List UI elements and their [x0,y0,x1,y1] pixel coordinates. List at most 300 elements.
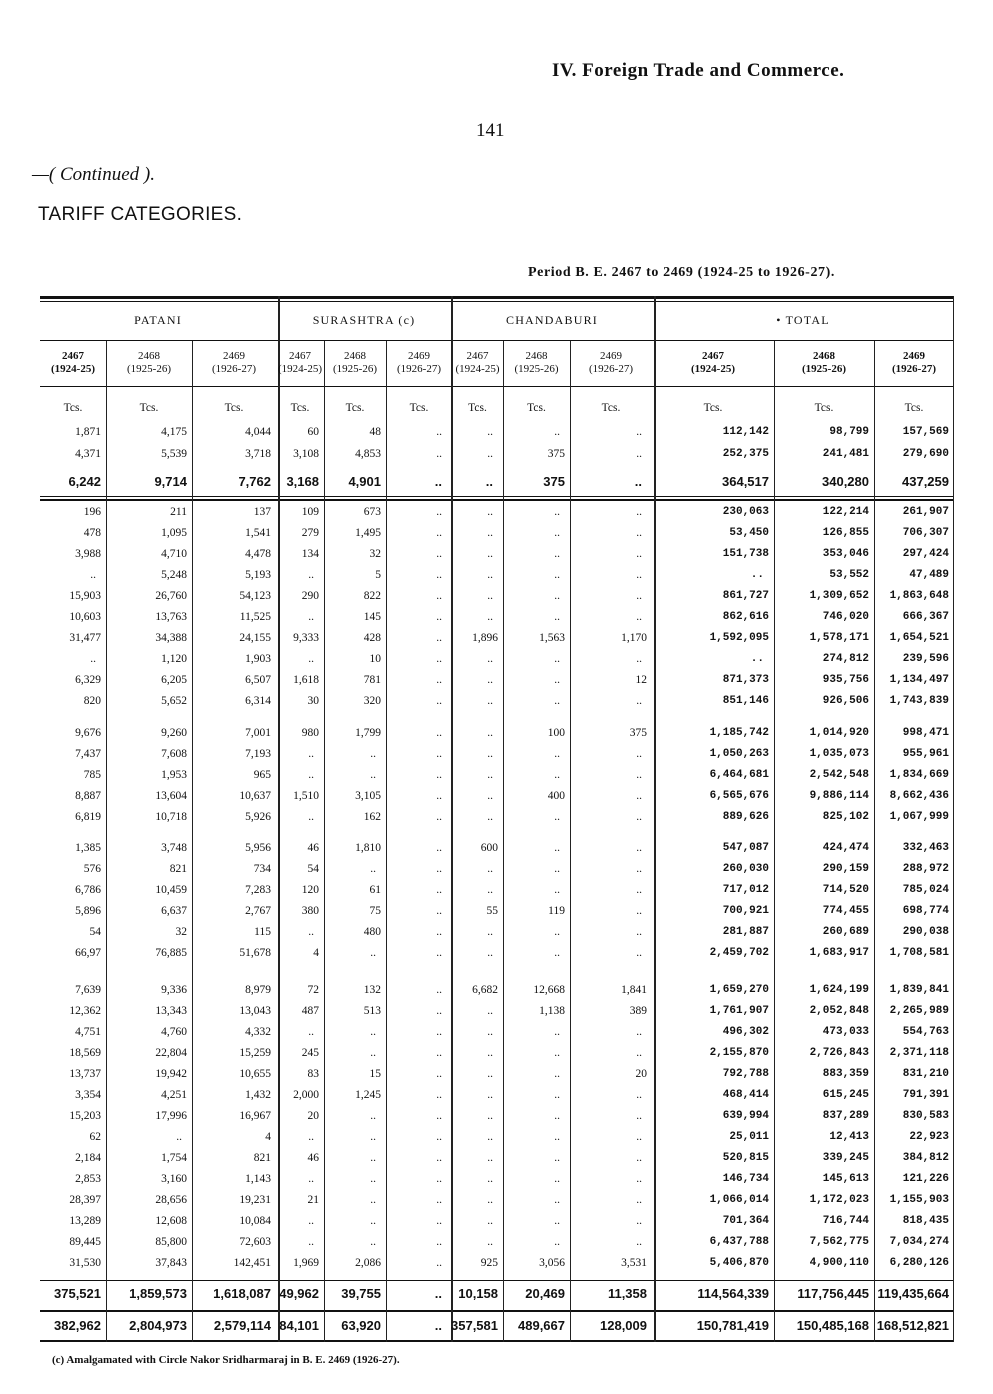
table-cell: 375 [547,448,565,460]
period-label: Period B. E. 2467 to 2469 (1924-25 to 1926-27). [528,265,836,280]
table-cell: 112,142 [722,426,769,438]
table-cell: .. [370,748,376,760]
year-header [503,350,570,376]
table-cell: .. [554,426,560,438]
table-cell: 9,714 [154,474,187,489]
table-cell: 151,738 [722,548,769,560]
table-cell: 89,445 [69,1236,101,1248]
table-cell: 1,066,014 [709,1194,769,1206]
table-cell: .. [750,653,764,665]
table-cell: .. [554,1026,560,1038]
table-cell: 487 [301,1005,319,1017]
table-cell: 13,604 [155,790,187,802]
table-cell: .. [554,863,560,875]
table-cell: 4,853 [355,448,381,460]
table-cell: 1,245 [355,1089,381,1101]
table-cell: 297,424 [902,548,949,560]
table-cell: 1,592,095 [709,632,769,644]
table-cell: 6,242 [68,474,101,489]
year-line: 2467 [702,350,724,362]
table-cell: 34,388 [155,632,187,644]
table-cell: 2,155,870 [709,1047,769,1059]
table-cell: 28,656 [155,1194,187,1206]
table-cell: 716,744 [822,1215,869,1227]
table-row [40,748,954,768]
table-cell: 9,260 [161,727,187,739]
table-cell: 4,371 [75,448,101,460]
table-cell: 4 [265,1131,271,1143]
table-cell: 12,668 [533,984,565,996]
table-cell: 9,676 [75,727,101,739]
year-header [40,350,106,376]
table-cell: 822 [363,590,381,602]
table-cell: 19,942 [155,1068,187,1080]
table-cell: .. [487,1236,493,1248]
top-rule-inner [40,301,954,302]
table-total-row [40,1318,954,1338]
table-cell: .. [554,1152,560,1164]
page-number: 141 [476,120,505,141]
table-cell: 239,596 [902,653,949,665]
table-row [40,1089,954,1109]
table-cell: .. [436,506,442,518]
table-cell: .. [636,1194,642,1206]
table-cell: 1,510 [293,790,319,802]
table-cell: .. [308,611,314,623]
unit-label: Tcs. [224,402,244,414]
table-cell: 117,756,445 [797,1286,869,1301]
table-cell: 13,043 [239,1005,271,1017]
table-cell: 1,155,903 [889,1194,949,1206]
table-cell: 120 [301,884,319,896]
table-row [40,653,954,673]
table-cell: 375 [629,727,647,739]
table-cell: .. [636,695,642,707]
table-cell: 1,903 [245,653,271,665]
table-cell: 965 [253,769,271,781]
table-cell: .. [436,1068,442,1080]
table-cell: 3,105 [355,790,381,802]
table-cell: 2,052,848 [809,1005,869,1017]
table-cell: .. [487,748,493,760]
table-cell: 162 [363,811,381,823]
table-cell: 3,056 [539,1257,565,1269]
table-cell: .. [434,1286,442,1301]
group-rule [40,340,954,341]
table-cell: .. [554,653,560,665]
table-row [40,611,954,631]
table-cell: 861,727 [722,590,769,602]
table-cell: .. [436,448,442,460]
table-cell: .. [636,527,642,539]
table-cell: 290,159 [822,863,869,875]
table-cell: .. [308,1131,314,1143]
table-cell: 791,391 [902,1089,949,1101]
year-line: (1924-25) [51,363,95,375]
table-cell: 785,024 [902,884,949,896]
table-row [40,842,954,862]
table-cell: .. [370,1110,376,1122]
table-cell: 698,774 [902,905,949,917]
table-cell: 424,474 [822,842,869,854]
table-cell: .. [636,884,642,896]
table-cell: .. [636,569,642,581]
table-cell: .. [436,1152,442,1164]
table-cell: .. [308,811,314,823]
table-cell: 5,956 [245,842,271,854]
table-cell: 49,962 [279,1286,319,1301]
year-header [452,350,503,376]
table-cell: .. [636,506,642,518]
table-cell: 15,259 [239,1047,271,1059]
table-cell: 7,608 [161,748,187,760]
table-cell: 382,962 [54,1318,101,1333]
table-cell: 357,581 [451,1318,498,1333]
year-header [570,350,652,376]
table-cell: 1,432 [245,1089,271,1101]
trade-table [40,296,954,1352]
table-cell: 10 [369,653,381,665]
table-row [40,1152,954,1172]
table-cell: 380 [301,905,319,917]
table-cell: .. [436,727,442,739]
year-line: (1926-27) [589,363,633,375]
table-cell: 3,531 [621,1257,647,1269]
table-cell: 137 [253,506,271,518]
table-row [40,1110,954,1130]
table-cell: 61 [369,884,381,896]
table-cell: 821 [253,1152,271,1164]
table-cell: 821 [169,863,187,875]
year-line: 2468 [138,350,160,362]
table-cell: 925 [480,1257,498,1269]
table-cell: 6,786 [75,884,101,896]
table-cell: 717,012 [722,884,769,896]
table-cell: 478 [83,527,101,539]
table-row [40,695,954,715]
year-line: (1924-25) [455,363,500,375]
table-cell: .. [436,926,442,938]
table-row [40,727,954,747]
table-cell: 926,506 [822,695,869,707]
table-cell: 4,751 [75,1026,101,1038]
total-rule [40,1310,954,1312]
table-cell: 1,863,648 [889,590,949,602]
year-line: 2468 [344,350,366,362]
table-cell: 13,289 [69,1215,101,1227]
table-cell: 4,901 [348,474,381,489]
table-cell: 6,507 [245,674,271,686]
table-cell: 666,367 [902,611,949,623]
table-cell: .. [436,1047,442,1059]
year-line: 2468 [525,350,548,362]
table-cell: 1,969 [293,1257,319,1269]
table-cell: .. [636,1173,642,1185]
table-cell: .. [750,569,764,581]
bottom-rule [40,1340,954,1342]
table-cell: .. [436,1005,442,1017]
table-row [40,926,954,946]
table-cell: 62 [89,1131,101,1143]
table-cell: 2,265,989 [889,1005,949,1017]
table-cell: 1,134,497 [889,674,949,686]
table-cell: 980 [301,727,319,739]
table-cell: .. [554,1068,560,1080]
table-cell: 279,690 [902,448,949,460]
table-cell: .. [436,769,442,781]
table-cell: 1,708,581 [889,947,949,959]
table-cell: 12,362 [69,1005,101,1017]
table-cell: 384,812 [902,1152,949,1164]
table-cell: 15,203 [69,1110,101,1122]
table-cell: .. [487,884,493,896]
table-cell: 31,530 [69,1257,101,1269]
table-cell: 1,172,023 [809,1194,869,1206]
table-cell: 4,478 [245,548,271,560]
table-row [40,769,954,789]
table-cell: .. [554,527,560,539]
table-cell: .. [434,474,442,489]
table-cell: 9,336 [161,984,187,996]
table-cell: 400 [547,790,565,802]
year-header [192,350,276,376]
table-cell: 146,734 [722,1173,769,1185]
section-title: TARIFF CATEGORIES. [38,204,243,225]
table-cell: .. [436,653,442,665]
footnote: (c) Amalgamated with Circle Nakor Sridharmaraj in B. E. 2469 (1926-27). [52,1354,400,1366]
table-cell: .. [636,1047,642,1059]
table-cell: 230,063 [722,506,769,518]
year-line: (1924-25) [278,363,322,375]
table-cell: .. [308,1236,314,1248]
subtotal-rule [40,499,954,501]
table-cell: 196 [83,506,101,518]
unit-label: Tcs. [814,402,834,414]
table-row [40,1047,954,1067]
table-cell: 5,406,870 [709,1257,769,1269]
table-cell: .. [554,947,560,959]
table-cell: .. [636,548,642,560]
table-cell: 2,086 [355,1257,381,1269]
table-cell: 13,763 [155,611,187,623]
table-cell: .. [487,527,493,539]
year-line: (1924-25) [691,363,735,375]
year-header [652,350,774,376]
unit-label: Tcs. [601,402,621,414]
unit-label: Tcs. [139,402,159,414]
table-cell: .. [370,1026,376,1038]
table-cell: 115 [254,926,271,938]
table-cell: 17,996 [155,1110,187,1122]
table-cell: .. [487,926,493,938]
year-header [386,350,452,376]
table-cell: 84,101 [279,1318,319,1333]
top-rule [40,296,954,299]
table-cell: 5 [375,569,381,581]
table-cell: .. [308,748,314,760]
table-cell: 2,000 [293,1089,319,1101]
table-row [40,1026,954,1046]
table-cell: .. [487,1152,493,1164]
year-line: 2467 [466,350,489,362]
table-cell: 1,541 [245,527,271,539]
table-cell: 2,579,114 [213,1318,271,1333]
chapter-heading: IV. Foreign Trade and Commerce. [552,60,845,81]
table-cell: .. [554,748,560,760]
table-cell: .. [487,506,493,518]
table-cell: 389 [629,1005,647,1017]
table-cell: 13,343 [155,1005,187,1017]
table-cell: 862,616 [722,611,769,623]
table-cell: 700,921 [722,905,769,917]
table-cell: .. [485,474,493,489]
table-cell: 261,907 [902,506,949,518]
table-cell: .. [487,569,493,581]
table-cell: 1,578,171 [809,632,869,644]
table-cell: .. [487,727,493,739]
year-line: 2468 [813,350,835,362]
table-cell: .. [636,905,642,917]
table-cell: 2,184 [75,1152,101,1164]
table-cell: 1,618,087 [213,1286,271,1301]
table-row [40,1131,954,1151]
table-cell: 31,477 [69,632,101,644]
table-cell: .. [487,1110,493,1122]
table-cell: 3,168 [286,474,319,489]
table-cell: 18,569 [69,1047,101,1059]
table-cell: .. [487,611,493,623]
table-cell: 53,450 [729,527,769,539]
year-line: 2469 [408,350,430,362]
table-cell: 1,896 [472,632,498,644]
table-cell: 375,521 [54,1286,101,1301]
table-cell: 353,046 [822,548,869,560]
table-cell: 16,967 [239,1110,271,1122]
table-cell: .. [436,863,442,875]
table-cell: .. [90,569,96,581]
table-cell: .. [636,863,642,875]
table-cell: 1,841 [621,984,647,996]
table-cell: 1,624,199 [809,984,869,996]
table-cell: 1,871 [75,426,101,438]
table-cell: 5,193 [245,569,271,581]
table-cell: .. [554,674,560,686]
table-cell: 6,819 [75,811,101,823]
table-cell: .. [636,1089,642,1101]
table-cell: 5,539 [161,448,187,460]
table-cell: 818,435 [902,1215,949,1227]
table-row [40,426,954,446]
table-cell: .. [434,1318,442,1333]
table-cell: 20,469 [525,1286,565,1301]
unit-label: Tcs. [409,402,429,414]
unit-label: Tcs. [290,402,310,414]
table-cell: 825,102 [822,811,869,823]
table-cell: 6,314 [245,695,271,707]
table-cell: 820 [83,695,101,707]
table-cell: 8,887 [75,790,101,802]
table-cell: 290 [301,590,319,602]
table-cell: 100 [547,727,565,739]
table-cell: 48 [369,426,381,438]
unit-label: Tcs. [904,402,924,414]
table-cell: .. [487,1068,493,1080]
table-cell: 1,563 [539,632,565,644]
table-cell: .. [636,842,642,854]
unit-label: Tcs. [527,402,546,414]
unit-label: Tcs. [703,402,723,414]
continued-label: —( Continued ). [32,164,155,185]
table-cell: .. [436,790,442,802]
unit-label: Tcs. [63,402,83,414]
table-cell: 245 [301,1047,319,1059]
table-total-row [40,474,954,494]
table-cell: 1,683,917 [809,947,869,959]
table-row [40,905,954,925]
table-cell: 11,525 [239,611,271,623]
table-cell: 1,185,742 [709,727,769,739]
table-cell: 60 [307,426,319,438]
table-cell: .. [554,1110,560,1122]
table-cell: .. [370,947,376,959]
year-header [874,350,954,376]
table-cell: 66,97 [75,947,101,959]
table-cell: .. [308,653,314,665]
table-cell: .. [554,769,560,781]
table-row [40,1068,954,1088]
table-cell: 25,011 [729,1131,769,1143]
table-cell: .. [636,947,642,959]
table-cell: 428 [363,632,381,644]
table-row [40,1005,954,1025]
table-row [40,863,954,883]
table-cell: 150,781,419 [696,1318,769,1333]
table-cell: 4,251 [161,1089,187,1101]
table-cell: .. [487,1026,493,1038]
table-row [40,632,954,652]
table-cell: .. [554,611,560,623]
table-cell: 3,988 [75,548,101,560]
table-cell: .. [370,863,376,875]
table-cell: 2,767 [245,905,271,917]
table-cell: 288,972 [902,863,949,875]
table-cell: 639,994 [722,1110,769,1122]
table-cell: .. [370,1152,376,1164]
table-cell: .. [554,590,560,602]
table-cell: .. [636,426,642,438]
table-cell: 3,354 [75,1089,101,1101]
table-cell: 1,953 [161,769,187,781]
table-cell: .. [554,884,560,896]
table-row [40,448,954,468]
table-cell: .. [370,1236,376,1248]
table-cell: .. [636,1215,642,1227]
table-cell: .. [487,769,493,781]
table-cell: 241,481 [822,448,869,460]
table-cell: .. [436,984,442,996]
table-row [40,527,954,547]
table-cell: .. [487,1047,493,1059]
table-row [40,506,954,526]
table-cell: 119 [548,905,565,917]
table-cell: 279 [301,527,319,539]
table-cell: 1,618 [293,674,319,686]
table-cell: .. [636,1110,642,1122]
table-cell: 1,761,907 [709,1005,769,1017]
table-cell: 5,248 [161,569,187,581]
table-cell: .. [308,1173,314,1185]
table-cell: 7,283 [245,884,271,896]
